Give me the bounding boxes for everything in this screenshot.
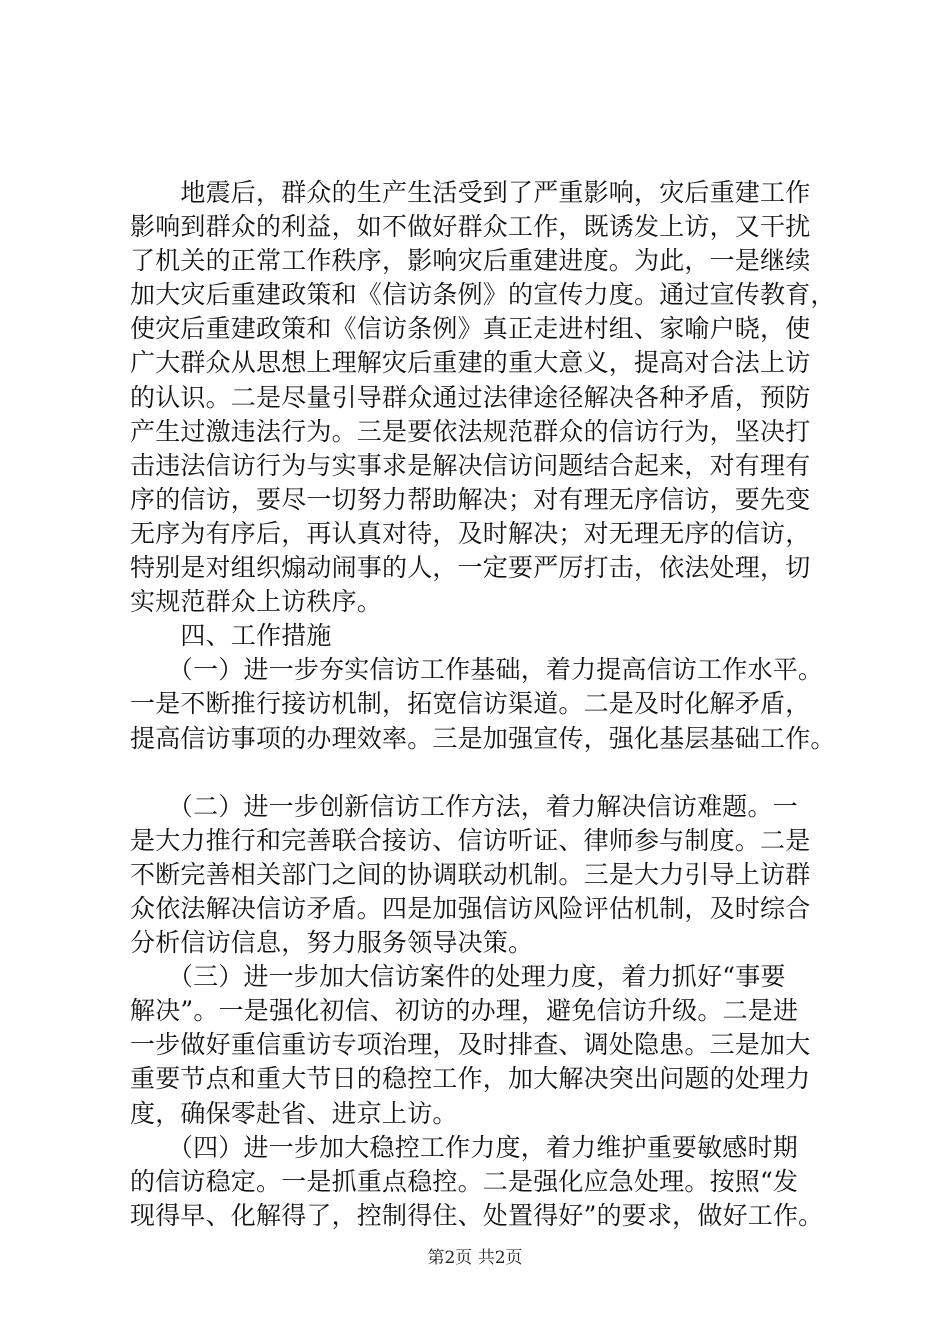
text-line: （三）进一步加大信访案件的处理力度，着力抓好“事要 <box>130 962 786 992</box>
text-line: 解决”。一是强化初信、初访的办理，避免信访升级。二是进 <box>130 996 799 1026</box>
text-line: 的认识。二是尽量引导群众通过法律途径解决各种矛盾，预防 <box>130 382 811 412</box>
text-line: 影响到群众的利益，如不做好群众工作，既诱发上访，又干扰 <box>130 212 811 242</box>
text-line: （一）进一步夯实信访工作基础，着力提高信访工作水平。 <box>130 655 824 685</box>
text-line: 了机关的正常工作秩序，影响灾后重建进度。为此，一是继续 <box>130 246 811 276</box>
text-line: 分析信访信息，努力服务领导决策。 <box>130 928 534 958</box>
text-line: 现得早、化解得了，控制得住、处置得好”的要求，做好工作。 <box>130 1200 824 1230</box>
text-line: 一是不断推行接访机制，拓宽信访渠道。二是及时化解矛盾， <box>130 689 811 719</box>
text-line: 重要节点和重大节日的稳控工作，加大解决突出问题的处理力 <box>130 1064 811 1094</box>
text-line: 度，确保零赴省、进京上访。 <box>130 1098 458 1128</box>
text-line: 众依法解决信访矛盾。四是加强信访风险评估机制，及时综合 <box>130 893 811 923</box>
text-line: 加大灾后重建政策和《信访条例》的宣传力度。通过宣传教育， <box>130 280 836 310</box>
text-line: 广大群众从思想上理解灾后重建的重大意义，提高对合法上访 <box>130 348 811 378</box>
text-line: 产生过激违法行为。三是要依法规范群众的信访行为，坚决打 <box>130 416 811 446</box>
text-line: 的信访稳定。一是抓重点稳控。二是强化应急处理。按照“发 <box>130 1166 799 1196</box>
text-line: 是大力推行和完善联合接访、信访听证、律师参与制度。二是 <box>130 825 811 855</box>
text-line: 使灾后重建政策和《信访条例》真正走进村组、家喻户晓，使 <box>130 314 811 344</box>
text-line: 提高信访事项的办理效率。三是加强宣传，强化基层基础工作。 <box>130 723 836 753</box>
section-heading: 四、工作措施 <box>130 621 332 651</box>
page-number-footer: 第2页 共2页 <box>427 1248 523 1268</box>
text-line: 不断完善相关部门之间的协调联动机制。三是大力引导上访群 <box>130 859 811 889</box>
text-line: 特别是对组织煽动闹事的人，一定要严厉打击，依法处理，切 <box>130 553 811 583</box>
blank-line <box>130 756 860 790</box>
text-line: 实规范群众上访秩序。 <box>130 587 383 617</box>
text-line: （二）进一步创新信访工作方法，着力解决信访难题。一 <box>130 791 798 821</box>
text-line: 无序为有序后，再认真对待，及时解决；对无理无序的信访， <box>130 518 811 548</box>
text-line: 一步做好重信重访专项治理，及时排查、调处隐患。三是加大 <box>130 1030 811 1060</box>
body-text <box>130 176 860 1233</box>
text-line: 序的信访，要尽一切努力帮助解决；对有理无序信访，要先变 <box>130 484 811 514</box>
text-line: （四）进一步加大稳控工作力度，着力维护重要敏感时期 <box>130 1132 798 1162</box>
text-line: 地震后，群众的生产生活受到了严重影响，灾后重建工作 <box>130 178 811 207</box>
text-line: 击违法信访行为与实事求是解决信访问题结合起来，对有理有 <box>130 450 811 480</box>
